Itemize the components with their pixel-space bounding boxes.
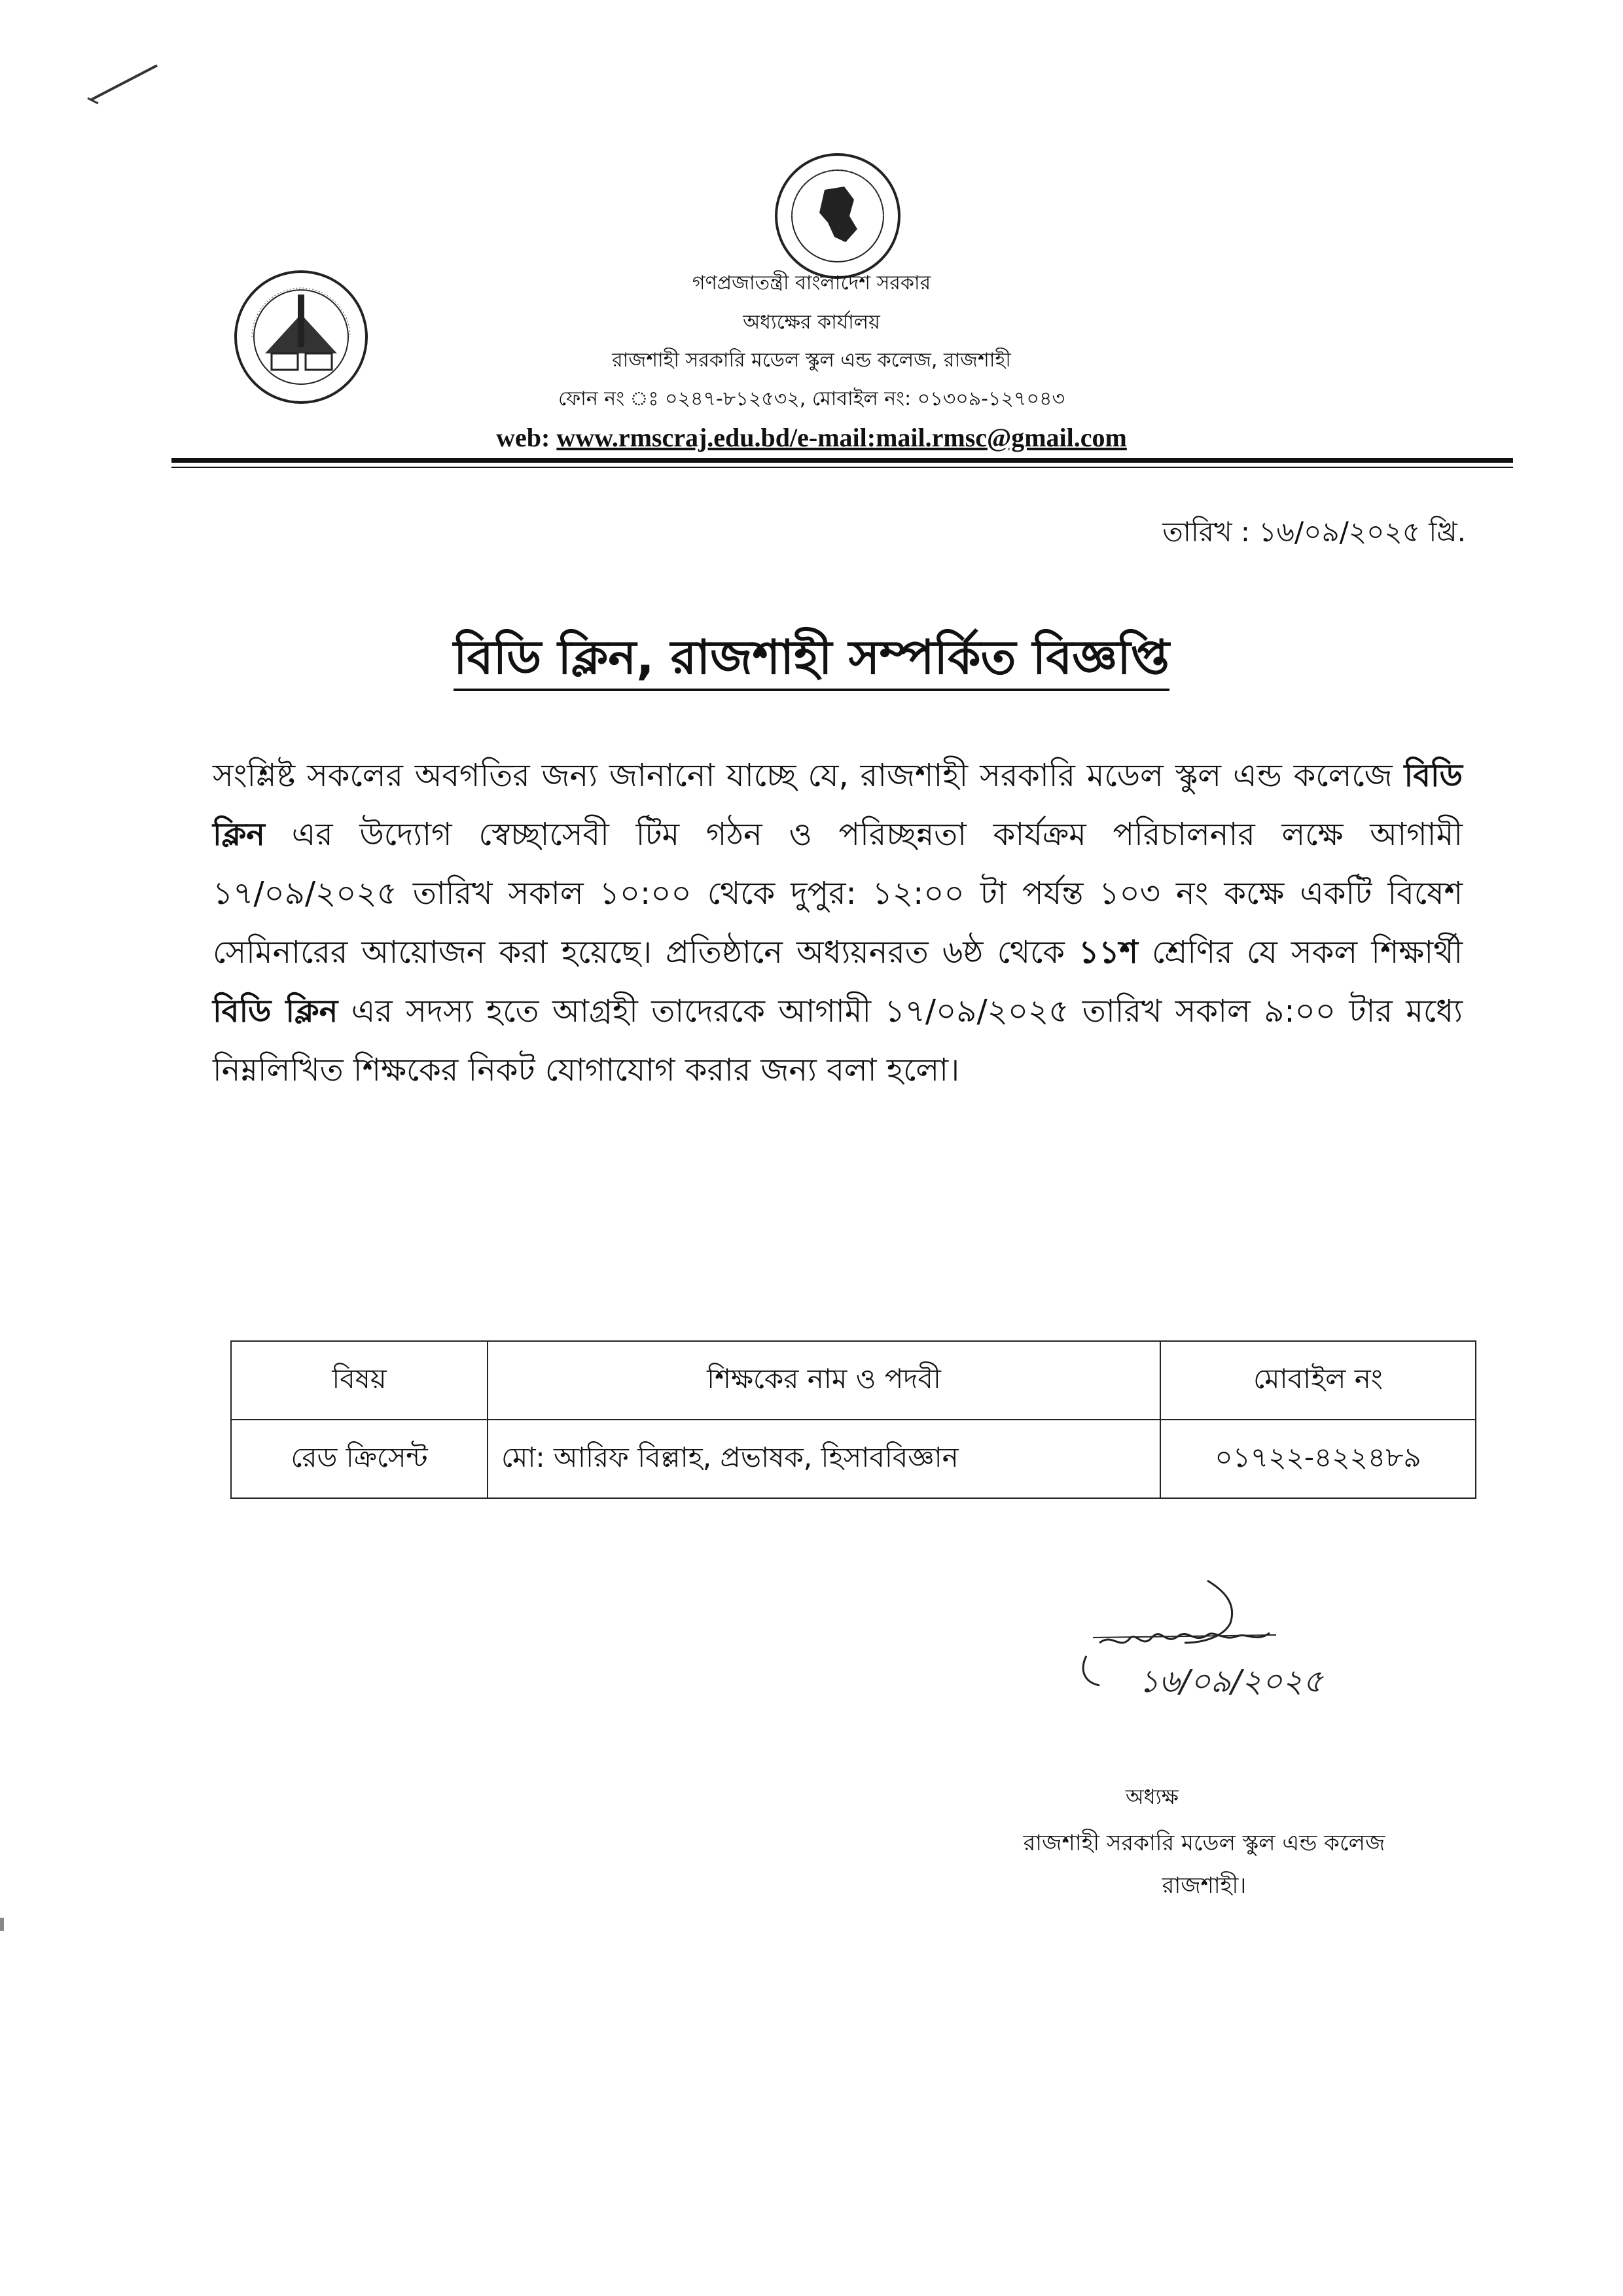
- header-divider-thick: [171, 458, 1513, 463]
- table-cell-teacher: মো: আরিফ বিল্লাহ, প্রভাষক, হিসাববিজ্ঞান: [488, 1420, 1160, 1498]
- table-row: [231, 1420, 1476, 1498]
- signatory-school: রাজশাহী সরকারি মডেল স্কুল এন্ড কলেজ: [1023, 1830, 1385, 1856]
- header-government: গণপ্রজাতন্ত্রী বাংলাদেশ সরকার: [692, 272, 931, 295]
- pin-mark-icon: [79, 52, 170, 111]
- table-header-teacher: শিক্ষকের নাম ও পদবী: [488, 1341, 1160, 1420]
- header-web: [0, 422, 1623, 453]
- header-school-name: রাজশাহী সরকারি মডেল স্কুল এন্ড কলেজ, রাজশাহী: [612, 349, 1011, 372]
- body-bold-1: বিডি ক্লিন: [213, 757, 1463, 853]
- table-cell-mobile: ০১৭২২-৪২২৪৮৯: [1160, 1420, 1476, 1498]
- table-cell-subject: রেড ক্রিসেন্ট: [231, 1420, 488, 1498]
- body-bold-2: ১১শ: [1079, 934, 1138, 971]
- signatory-role: অধ্যক্ষ: [1126, 1784, 1179, 1809]
- government-seal-icon: [772, 151, 903, 281]
- body-bold-3: বিডি ক্লিন: [213, 993, 338, 1030]
- web-link[interactable]: www.rmscraj.edu.bd/e-mail:mail.rmsc@gmail.com: [556, 423, 1127, 452]
- header-contact: ফোন নং ঃ ০২৪৭-৮১২৫৩২, মোবাইল নং: ০১৩০৯-১২৭০৪৩: [558, 387, 1065, 410]
- body-text-2: এর উদ্যোগ স্বেচ্ছাসেবী টিম গঠন ও পরিচ্ছন্নতা কার্যক্রম পরিচালনার লক্ষে আগামী ১৭/০৯/২০২৫ তারিখ সকাল ১০:০০ থেকে দুপুর: ১২:০০ টা পর্যন্ত ১০৩ নং কক্ষে একটি বিষেশ সেমিনারের আয়োজন করা হয়েছে। প্রতিষ্ঠানে অধ্যয়নরত ৬ষ্ঠ থেকে: [213, 816, 1463, 971]
- signature-date: ১৬/০৯/২০২৫: [1139, 1663, 1323, 1700]
- body-text-4: এর সদস্য হতে আগ্রহী তাদেরকে আগামী ১৭/০৯/২০২৫ তারিখ সকাল ৯:০০ টার মধ্যে নিম্নলিখিত শিক্ষকের নিকট যোগাযোগ করার জন্য বলা হলো।: [213, 993, 1463, 1088]
- table-header-mobile: মোবাইল নং: [1160, 1341, 1476, 1420]
- table-header-row: [231, 1341, 1476, 1420]
- scan-edge-mark: [0, 1918, 4, 1931]
- principal-signature: [1073, 1564, 1440, 1761]
- notice-title: [0, 622, 1623, 700]
- table-header-subject: বিষয়: [231, 1341, 488, 1420]
- web-prefix: web:: [496, 423, 557, 452]
- notice-body: [213, 746, 1463, 1100]
- body-text-3: শ্রেণির যে সকল শিক্ষার্থী: [1137, 934, 1463, 971]
- notice-date: তারিখ : ১৬/০৯/২০২৫ খ্রি.: [1162, 516, 1466, 548]
- header-office: অধ্যক্ষের কার্যালয়: [743, 311, 880, 334]
- header-divider-thin: [171, 467, 1513, 468]
- signatory-city: রাজশাহী।: [1162, 1873, 1247, 1899]
- body-text-1: সংশ্লিষ্ট সকলের অবগতির জন্য জানানো যাচ্ছে যে, রাজশাহী সরকারি মডেল স্কুল এন্ড কলেজে: [213, 757, 1404, 794]
- notice-title-text: বিডি ক্লিন, রাজশাহী সম্পর্কিত বিজ্ঞপ্তি: [454, 630, 1169, 691]
- contact-table: [230, 1340, 1476, 1499]
